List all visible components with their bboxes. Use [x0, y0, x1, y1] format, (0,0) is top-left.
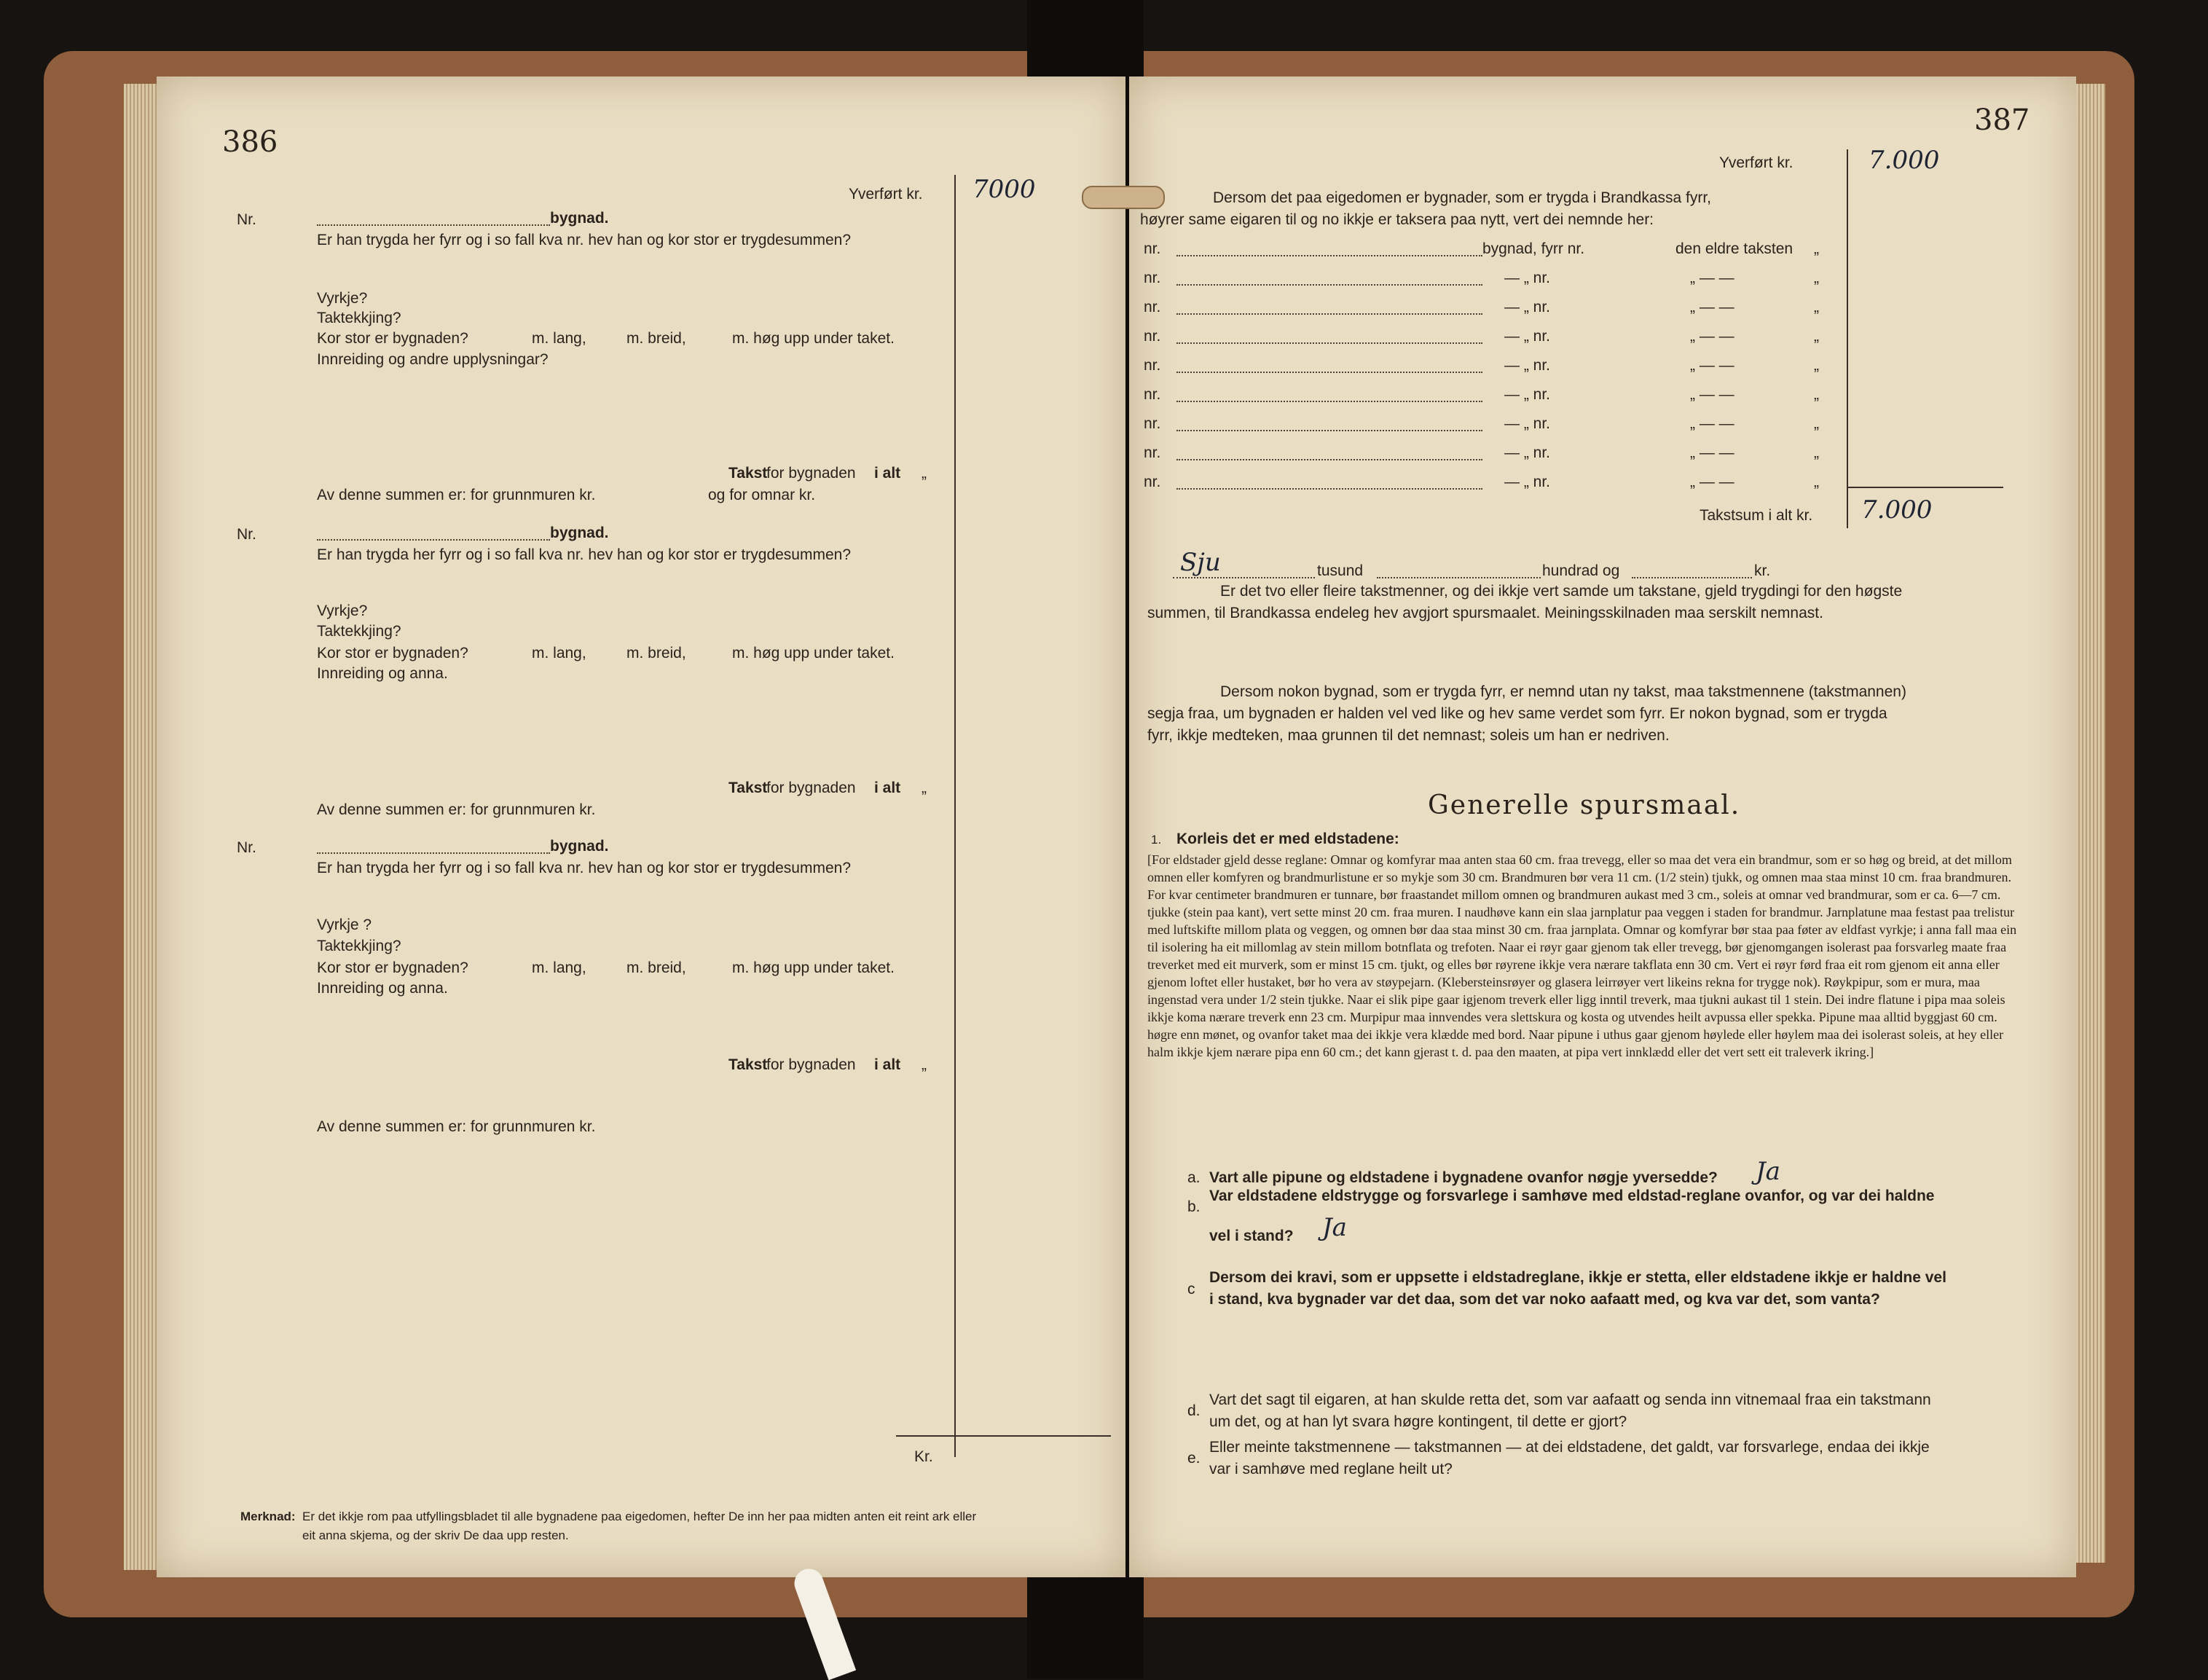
row-line — [1176, 459, 1482, 460]
taktekkjing-3: Taktekkjing? — [317, 938, 401, 954]
taktekkjing-1: Taktekkjing? — [317, 310, 401, 326]
page-edges-left — [124, 84, 157, 1570]
q-b-text-2: vel i stand? — [1209, 1228, 1294, 1244]
q-a-answer: Ja — [1756, 1157, 1780, 1186]
vyrkje-1: Vyrkje? — [317, 290, 368, 307]
kr-line — [896, 1435, 1111, 1437]
carried-label-left: Yverført kr. — [849, 186, 923, 203]
list-item-q: „ — [1814, 357, 1819, 374]
takstsum-label: Takstsum i alt kr. — [1700, 507, 1813, 524]
nr-label-3: Nr. — [237, 839, 256, 856]
q-e-label: e. — [1187, 1450, 1201, 1467]
row-line — [1176, 488, 1482, 490]
takst-ialt-3: i alt — [874, 1056, 901, 1073]
list-item-mid: — „ nr. — [1504, 386, 1551, 403]
list-item-end: „ — — — [1690, 328, 1734, 345]
list-item: nr. — [1144, 444, 1161, 461]
question-3: Er han trygda her fyrr og i so fall kva nr. hev han og kor stor er trygdesummen? — [317, 860, 852, 876]
q-a-label: a. — [1187, 1169, 1201, 1186]
list-item: nr. — [1144, 270, 1161, 286]
breid-1: m. breid, — [626, 330, 686, 347]
list-item-end: „ — — — [1690, 444, 1734, 461]
section-heading: Generelle spursmaal. — [1428, 790, 1741, 820]
takst-q-1: „ — [922, 465, 927, 482]
bygnad-label-1: bygnad. — [550, 210, 609, 227]
hundrad-line — [1377, 577, 1541, 578]
q-e-text-1: Eller meinte takstmennene — takstmannen — at dei eldstadene, det galdt, var forsvarlege, endaa dei ikkje — [1209, 1439, 1930, 1456]
q-b-answer: Ja — [1322, 1213, 1347, 1242]
list-item-mid: — „ nr. — [1504, 299, 1551, 315]
list-item-mid: — „ nr. — [1504, 357, 1551, 374]
page-number-left: 386 — [222, 125, 278, 159]
merknad-label: Merknad: — [240, 1510, 296, 1523]
intro-line-1: Dersom det paa eigedomen er bygnader, som er trygda i Brandkassa fyrr, — [1213, 189, 1712, 206]
list-item-mid: — „ nr. — [1504, 415, 1551, 432]
list-item-q: „ — [1814, 474, 1819, 490]
merknad-line-1: Er det ikkje rom paa utfyllingsbladet til alle bygnadene paa eigedomen, hefter De inn her paa midten anten eit reint ark eller — [302, 1510, 977, 1523]
hog-3: m. høg upp under taket. — [732, 959, 895, 976]
lang-1: m. lang, — [532, 330, 586, 347]
innreiding-2: Innreiding og anna. — [317, 665, 448, 682]
nr-label-2: Nr. — [237, 526, 256, 543]
list-item-mid: bygnad, fyrr nr. — [1482, 240, 1585, 257]
question-1: Er han trygda her fyrr og i so fall kva nr. hev han og kor stor er trygdesummen? — [317, 232, 852, 248]
innreiding-1: Innreiding og andre upplysningar? — [317, 351, 549, 368]
list-item: nr. — [1144, 328, 1161, 345]
tusund-value: Sju — [1180, 548, 1221, 577]
list-item-q: „ — [1814, 270, 1819, 286]
q-a-text: Vart alle pipune og eldstadene i bygnadene ovanfor nøgje yversedde? — [1209, 1169, 1718, 1186]
question-2: Er han trygda her fyrr og i so fall kva nr. hev han og kor stor er trygdesummen? — [317, 546, 852, 563]
takst-q-3: „ — [922, 1056, 927, 1073]
para2-line-1: Dersom nokon bygnad, som er trygda fyrr, er nemnd utan ny takst, maa takstmennene (takstmannen) — [1220, 683, 1906, 700]
takstsum-value: 7.000 — [1861, 495, 1933, 525]
q-b-text-1: Var eldstadene eldstrygge og forsvarlege i samhøve med eldstad-reglane ovanfor, og var dei haldne — [1209, 1188, 1935, 1204]
bygnad-line-1 — [317, 224, 550, 226]
q1-number: 1. — [1151, 833, 1162, 847]
merknad-line-2: eit anna skjema, og der skriv De daa upp resten. — [302, 1528, 569, 1542]
lang-3: m. lang, — [532, 959, 586, 976]
q-d-text-1: Vart det sagt til eigaren, at han skulde retta det, som var aafaatt og senda inn vitnemaal fraa ein takstmann — [1209, 1392, 1931, 1408]
lang-2: m. lang, — [532, 645, 586, 662]
row-line — [1176, 430, 1482, 431]
av-denne-3: Av denne summen er: for grunnmuren kr. — [317, 1118, 596, 1135]
takst-ialt-1: i alt — [874, 465, 901, 482]
right-page — [1129, 76, 2076, 1577]
bygnad-label-3: bygnad. — [550, 838, 609, 855]
q-c-text-2: i stand, kva bygnader var det daa, som det var noko aafaatt med, og kva var det, som vanta? — [1209, 1291, 1880, 1308]
page-number-right: 387 — [1974, 103, 2030, 137]
takst-mid-2: for bygnaden — [766, 780, 856, 796]
hog-1: m. høg upp under taket. — [732, 330, 895, 347]
carried-value-left: 7000 — [973, 175, 1036, 204]
row-line — [1176, 401, 1482, 402]
tusund-label: tusund — [1317, 562, 1364, 579]
row-line — [1176, 255, 1482, 256]
para2-line-3: fyrr, ikkje medteken, maa grunnen til det nemnast; soleis um han er nedriven. — [1147, 727, 1670, 744]
bygnad-label-2: bygnad. — [550, 525, 609, 541]
list-item: nr. — [1144, 299, 1161, 315]
q-e-text-2: var i samhøve med reglane heilt ut? — [1209, 1461, 1453, 1477]
takst-q-2: „ — [922, 780, 927, 796]
amount-column-line — [954, 175, 956, 1457]
para1-line-1: Er det tvo eller fleire takstmenner, og dei ikkje vert samde um takstane, gjeld trygdingi for den høgste — [1220, 583, 1903, 600]
list-item: nr. — [1144, 386, 1161, 403]
row-line — [1176, 284, 1482, 286]
para1-line-2: summen, til Brandkassa endeleg hev avgjort spursmaalet. Meiningsskilnaden maa serskilt nemnast. — [1147, 605, 1823, 621]
q1-title: Korleis det er med eldstadene: — [1176, 831, 1399, 847]
kor-stor-1: Kor stor er bygnaden? — [317, 330, 468, 347]
list-item-mid: — „ nr. — [1504, 444, 1551, 461]
list-item-end: „ — — — [1690, 415, 1734, 432]
carried-label-right: Yverført kr. — [1719, 154, 1793, 171]
intro-line-2: høyrer same eigaren til og no ikkje er taksera paa nytt, vert dei nemnde her: — [1140, 211, 1654, 228]
list-item-q: „ — [1814, 328, 1819, 345]
av-denne-2: Av denne summen er: for grunnmuren kr. — [317, 801, 596, 818]
list-item-q: „ — [1814, 299, 1819, 315]
list-item-q: „ — [1814, 415, 1819, 432]
binding-clip — [1082, 186, 1165, 209]
carried-value-right: 7.000 — [1869, 146, 1940, 175]
kr-label-right: kr. — [1754, 562, 1771, 579]
taktekkjing-2: Taktekkjing? — [317, 623, 401, 640]
list-item-end: den eldre taksten — [1675, 240, 1793, 257]
bygnad-line-3 — [317, 852, 550, 854]
nr-label-1: Nr. — [237, 211, 256, 228]
list-item-end: „ — — — [1690, 474, 1734, 490]
list-item-q: „ — [1814, 444, 1819, 461]
omnar-1: og for omnar kr. — [708, 487, 816, 503]
vyrkje-2: Vyrkje? — [317, 602, 368, 619]
q-c-label: c — [1187, 1281, 1195, 1298]
right-amount-column-line — [1847, 149, 1848, 528]
list-item-mid: — „ nr. — [1504, 328, 1551, 345]
innreiding-3: Innreiding og anna. — [317, 980, 448, 997]
takst-ialt-2: i alt — [874, 780, 901, 796]
list-item-mid: — „ nr. — [1504, 270, 1551, 286]
takst-2: Takst — [728, 780, 768, 796]
vyrkje-3: Vyrkje ? — [317, 916, 372, 933]
kor-stor-2: Kor stor er bygnaden? — [317, 645, 468, 662]
row-line — [1176, 313, 1482, 315]
kor-stor-3: Kor stor er bygnaden? — [317, 959, 468, 976]
page-edges-right — [2076, 84, 2105, 1563]
takst-mid-1: for bygnaden — [766, 465, 856, 482]
list-item-end: „ — — — [1690, 270, 1734, 286]
q1-rules-text: [For eldstader gjeld desse reglane: Omnar og komfyrar maa anten staa 60 cm. fraa trevegg, eller so maa det vera ein brandmur, som er so høg og breid, at det millom omnen eller komfyren og brandmurlistune er so mykje som 30 cm. Brandmuren bør vera 11 cm. (1/2 stein) tjukk, og omnen maa staa minst 10 cm. fraa brandmuren. For kvar centimeter brandmuren er tunnare, bør fraastandet millom omnen og brandmuren aukast med 3 cm., soleis at omnar ved brandmurar, som er ca. 6—7 cm. tjukke (stein paa kant), vert sette minst 20 cm. fraa muren. I naudhøve kann ein slaa jarnplatur paa veggen i staden for brandmur. Jarnplatune maa festast paa trelistur med luftskifte millom plata og veggen, og omnen bør daa staa minst 30 cm. fraa jarnplata. Omnar og komfyrar bør staa paa føter av eldfast vyrkje; i anna fall maa ein til isolering ha eit millomlag av stein millom botnflata og trefoten. Naar ei røyr gaar gjenom tak eller trevegg, bør gjenomgangen isolerast paa forsvarleg maate fraa treverket med eit murverk, som er minst 15 cm. tjukt, og elles bør røyrene ikkje vera nærare takflata enn 30 cm. Vert ei røyr førd fraa eit rom gjenom eit anna eller gjenom loftet eller hustaket, bør ho vera av støypejarn. (Klebersteinsrøyer og glasera leirrøyer vert likeins rekna for trygge nok). Røykpipur, som er mura, maa ingenstad vera under 1/2 stein tjukke. Naar ei slik pipe gaar igjenom treverk eller ligg inntil treverk, maa tjukni aukast til 1 stein. Dei indre flatune i pipa maa soleis ikkje koma nærare treverk enn 23 cm. Murpipur maa innvendes vera slettskura og kosta og utvendes heilt avpussa eller spekka. Pipune maa alltid byggjast 60 cm. høgre enn mønet, og ovanfor taket maa dei ikkje vera klædde med bord. Naar pipune i uthus gaar gjenom høylede eller høylem maa dei isolerast soleis, at hey eller halm ikkje kjem nærare pipa enn 60 cm.; det kann gjerast t. d. paa den maaten, at pipa vert innklædd eller det vert sett eit traleverk ikring.] — [1147, 852, 2017, 1059]
row-line — [1176, 372, 1482, 373]
breid-2: m. breid, — [626, 645, 686, 662]
list-item-end: „ — — — [1690, 357, 1734, 374]
list-item-q: „ — [1814, 386, 1819, 403]
hog-2: m. høg upp under taket. — [732, 645, 895, 662]
kr-line-right — [1632, 577, 1752, 578]
q-d-label: d. — [1187, 1402, 1201, 1419]
list-item: nr. — [1144, 415, 1161, 432]
row-line — [1176, 342, 1482, 344]
takst-1: Takst — [728, 465, 768, 482]
kr-label-left: Kr. — [914, 1448, 933, 1465]
list-item: nr. — [1144, 357, 1161, 374]
breid-3: m. breid, — [626, 959, 686, 976]
list-item: nr. — [1144, 474, 1161, 490]
takst-3: Takst — [728, 1056, 768, 1073]
left-page — [157, 76, 1125, 1577]
q-d-text-2: um det, og at han lyt svara høgre kontingent, til dette er gjort? — [1209, 1413, 1627, 1430]
list-item-end: „ — — — [1690, 386, 1734, 403]
q-b-label: b. — [1187, 1198, 1201, 1215]
list-item-end: „ — — — [1690, 299, 1734, 315]
takstsum-line — [1847, 487, 2003, 488]
para2-line-2: segja fraa, um bygnaden er halden vel ved like og hev same verdet som fyrr. Er nokon bygnad, som er trygda — [1147, 705, 1887, 722]
av-denne-1: Av denne summen er: for grunnmuren kr. — [317, 487, 596, 503]
takst-mid-3: for bygnaden — [766, 1056, 856, 1073]
tusund-line — [1173, 577, 1315, 578]
list-item-q: „ — [1814, 240, 1819, 257]
q-c-text-1: Dersom dei kravi, som er uppsette i eldstadreglane, ikkje er stetta, eller eldstadene ikkje er haldne vel — [1209, 1269, 1946, 1286]
list-item: nr. — [1144, 240, 1161, 257]
list-item-mid: — „ nr. — [1504, 474, 1551, 490]
hundrad-label: hundrad og — [1542, 562, 1620, 579]
bygnad-line-2 — [317, 539, 550, 541]
